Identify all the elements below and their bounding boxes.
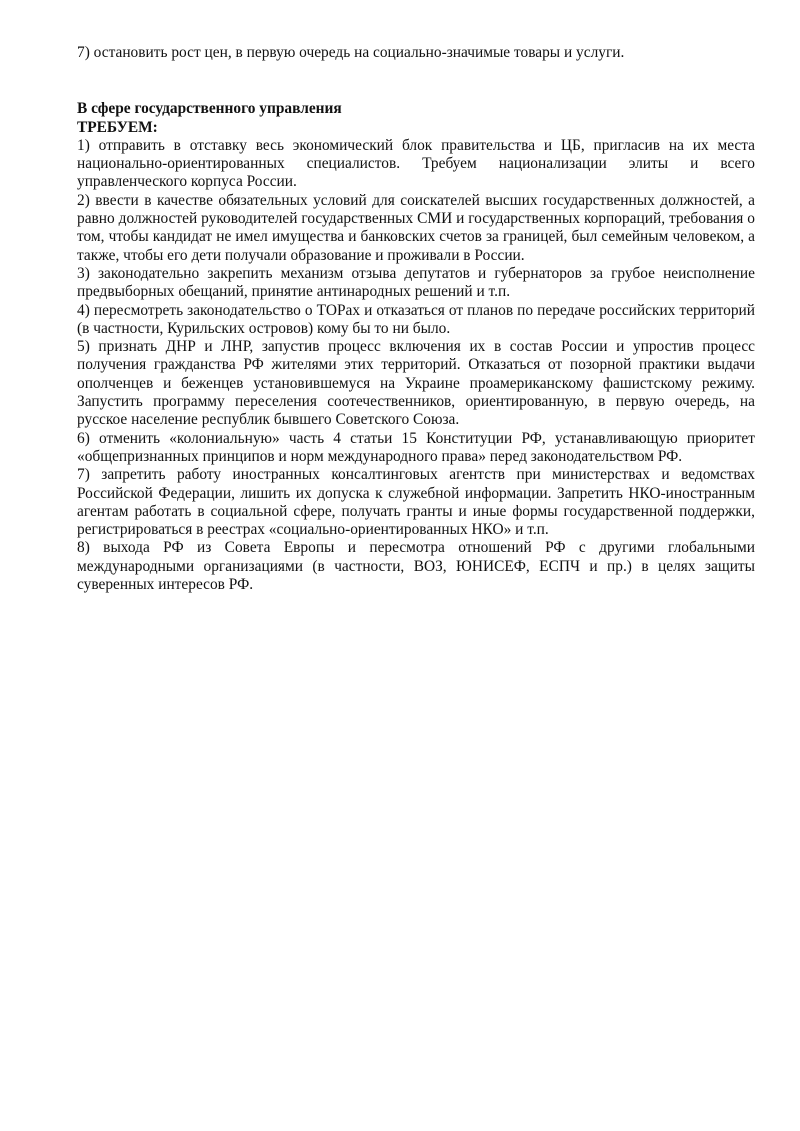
- section-title: В сфере государственного управления: [77, 100, 342, 118]
- demand-item-1: 1) отправить в отставку весь экономический блок правительства и ЦБ, пригласив на их места национально-ориентированных специалистов. Требуем национализации элиты и всего управленческого корпуса России.: [77, 136, 755, 191]
- top-list-item: 7) остановить рост цен, в первую очередь на социально-значимые товары и услуги.: [77, 44, 625, 61]
- demand-item-3: 3) законодательно закрепить механизм отзыва депутатов и губернаторов за грубое неисполнение предвыборных обещаний, принятие антинародных решений и т.п.: [77, 264, 755, 301]
- demand-item-5: 5) признать ДНР и ЛНР, запустив процесс включения их в состав России и упростив процесс получения гражданства РФ жителями этих территорий. Отказаться от позорной практики выдачи ополченцев и беженцев установившемуся на Украине проамериканскому фашистскому режиму. Запустить программу переселения соотечественников, ориентированную, в первую очередь, на русское население республик бывшего Советского Союза.: [77, 338, 755, 429]
- demand-item-8: 8) выхода РФ из Совета Европы и пересмотра отношений РФ с другими глобальными международными организациями (в частности, ВОЗ, ЮНИСЕФ, ЕСПЧ и пр.) в целях защиты суверенных интересов РФ.: [77, 539, 755, 594]
- demand-item-6: 6) отменить «колониальную» часть 4 статьи 15 Конституции РФ, устанавливающую приоритет «общепризнанных принципов и норм международного права» перед законодательством РФ.: [77, 429, 755, 465]
- demand-item-4: 4) пересмотреть законодательство о ТОРах и отказаться от планов по передаче российских территорий (в частности, Курильских островов) кому бы то ни было.: [77, 301, 755, 337]
- demand-item-2: 2) ввести в качестве обязательных условий для соискателей высших государственных должностей, а равно должностей руководителей государственных СМИ и государственных корпораций, требования о том, чтобы кандидат не имел имущества и банковских счетов за границей, был семейным человеком, а также, чтобы его дети получали образование и проживали в России.: [77, 191, 755, 264]
- demand-heading: ТРЕБУЕМ:: [77, 118, 158, 136]
- demand-item-7: 7) запретить работу иностранных консалтинговых агентств при министерствах и ведомствах Российской Федерации, лишить их допуска к служебной информации. Запретить НКО-иностранным агентам работать в социальной сфере, получать гранты и иные формы государственной поддержки, регистрироваться в реестрах «социально-ориентированных НКО» и т.п.: [77, 466, 755, 539]
- document-page: [77, 44, 755, 594]
